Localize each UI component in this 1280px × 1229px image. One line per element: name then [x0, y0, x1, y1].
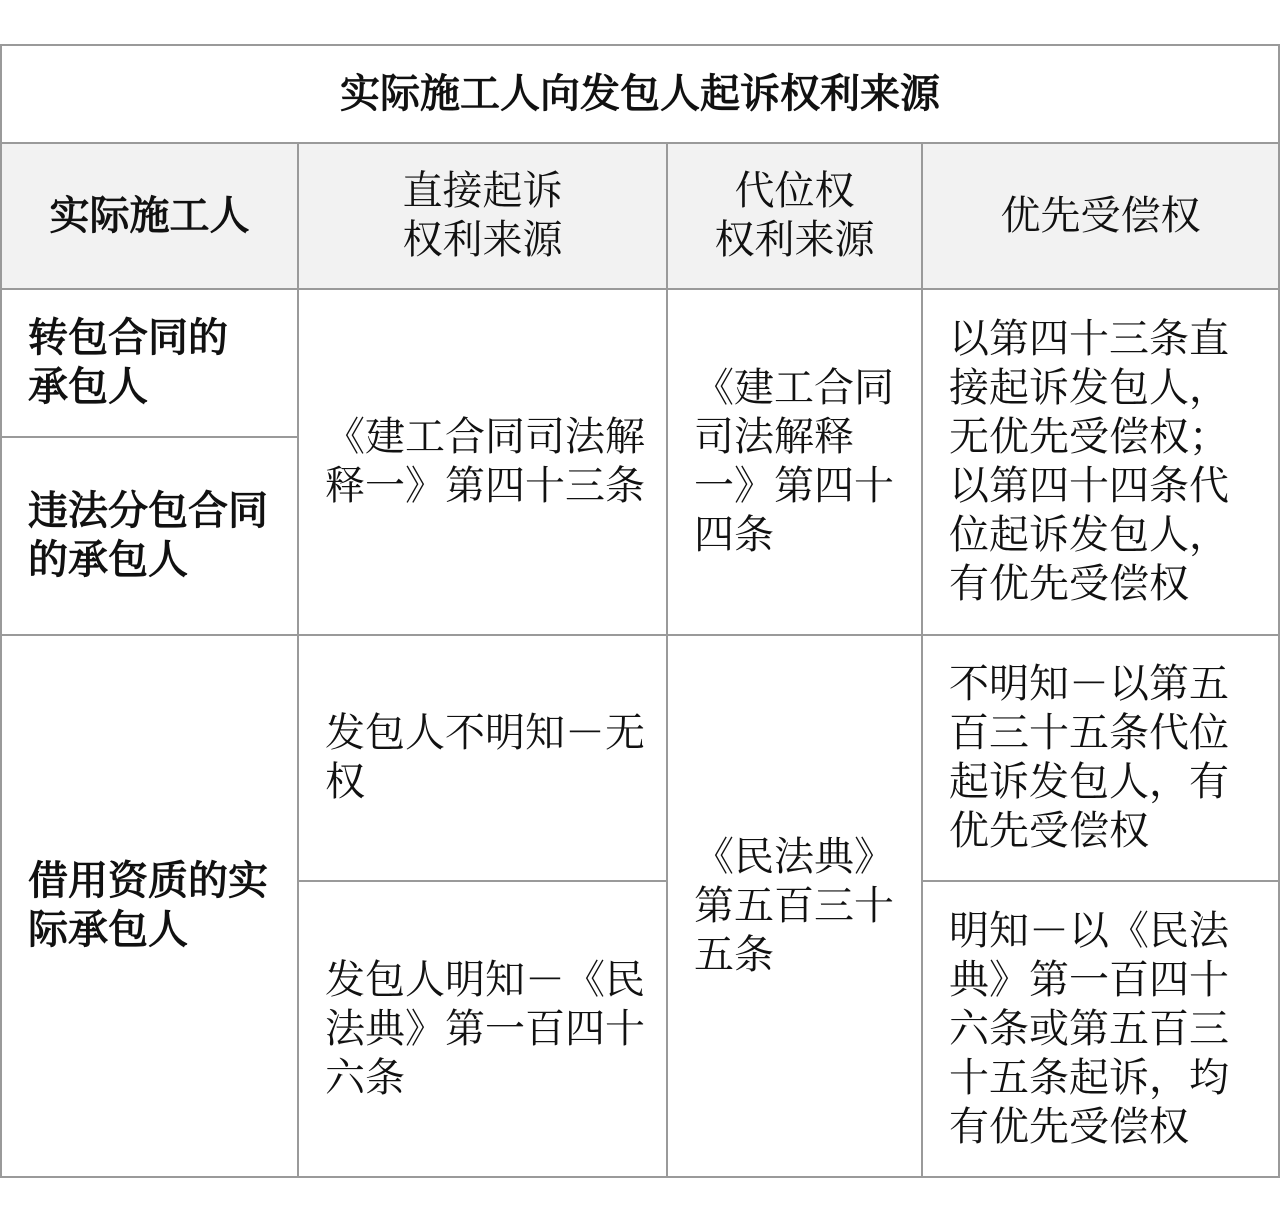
title-row [1, 45, 1279, 143]
priority-group1: 以第四十三条直接起诉发包人，无优先受偿权；以第四十四条代位起诉发包人，有优先受偿权 [922, 289, 1279, 635]
header-subrogation-source-text: 代位权 权利来源 [714, 168, 875, 263]
subrogation-source-group2: 《民法典》第五百三十五条 [667, 635, 922, 1177]
priority-unaware: 不明知－以第五百三十五条代位起诉发包人，有优先受偿权 [922, 635, 1279, 881]
row-label-subcontract-text: 转包合同的 承包人 [28, 315, 228, 410]
header-subrogation-source [667, 143, 922, 289]
direct-source-group1: 《建工合同司法解释一》第四十三条 [298, 289, 667, 635]
header-direct-source [298, 143, 667, 289]
table-row [1, 635, 1279, 881]
header-actual-builder: 实际施工人 [1, 143, 298, 289]
row-label-subcontract [1, 289, 298, 437]
table-title: 实际施工人向发包人起诉权利来源 [1, 45, 1279, 143]
table-container [0, 44, 1278, 1178]
priority-aware: 明知－以《民法典》第一百四十六条或第五百三十五条起诉，均有优先受偿权 [922, 881, 1279, 1177]
subrogation-source-group1: 《建工合同司法解释一》第四十四条 [667, 289, 922, 635]
direct-source-unaware: 发包人不明知－无权 [298, 635, 667, 881]
row-label-borrowed-qualification: 借用资质的实际承包人 [1, 635, 298, 1177]
direct-source-aware: 发包人明知－《民法典》第一百四十六条 [298, 881, 667, 1177]
table-row [1, 289, 1279, 437]
rights-source-table [0, 44, 1280, 1178]
header-direct-source-text: 直接起诉 权利来源 [402, 168, 563, 263]
header-priority: 优先受偿权 [922, 143, 1279, 289]
row-label-illegal-subcontract: 违法分包合同的承包人 [1, 437, 298, 635]
header-row [1, 143, 1279, 289]
